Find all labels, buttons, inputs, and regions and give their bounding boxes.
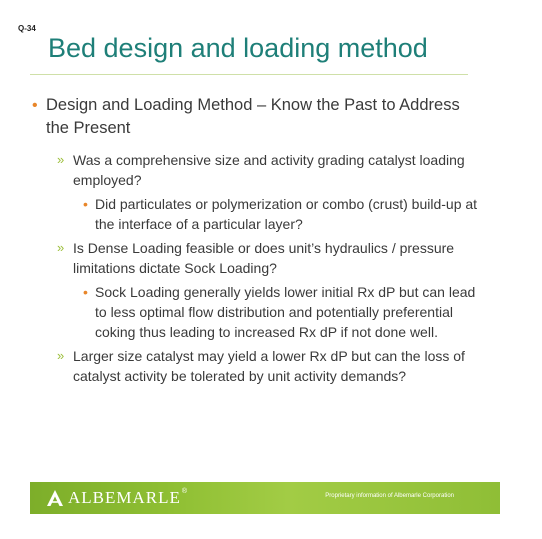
footer-bar xyxy=(30,482,500,514)
slide-number: Q-34 xyxy=(18,24,36,33)
footer-proprietary-note: Proprietary information of Albemarle Corporation xyxy=(325,493,454,499)
bullet-question-2-detail xyxy=(30,282,480,342)
bullet-dot-icon: • xyxy=(83,284,88,300)
chevron-bullet-icon: » xyxy=(57,348,65,363)
logo-wordmark: ALBEMARLE xyxy=(68,488,181,507)
slide-title: Bed design and loading method xyxy=(48,33,428,63)
bullet-dot-icon: • xyxy=(83,196,88,212)
bullet-question-1-text: Was a comprehensive size and activity grading catalyst loading employed? xyxy=(73,152,465,188)
title-divider xyxy=(30,74,468,75)
bullet-question-2-detail-text: Sock Loading generally yields lower initial Rx dP but can lead to less optimal flow distribution and potentially preferential coking thus leading to increased Rx dP if not done well. xyxy=(95,284,476,340)
chevron-bullet-icon: » xyxy=(57,152,65,167)
albemarle-a-icon xyxy=(46,489,64,507)
bullet-question-3-text: Larger size catalyst may yield a lower Rx dP but can the loss of catalyst activity be tolerated by unit activity demands? xyxy=(73,348,465,384)
albemarle-logo xyxy=(46,488,187,508)
chevron-bullet-icon: » xyxy=(57,240,65,255)
bullet-question-2-text: Is Dense Loading feasible or does unit’s hydraulics / pressure limitations dictate Sock Loading? xyxy=(73,240,455,276)
bullet-question-1-detail-text: Did particulates or polymerization or combo (crust) build-up at the interface of a particular layer? xyxy=(95,196,478,232)
slide-body xyxy=(30,94,480,390)
bullet-question-3 xyxy=(30,346,480,386)
registered-mark: ® xyxy=(181,488,188,495)
bullet-question-1 xyxy=(30,150,480,190)
bullet-main xyxy=(30,94,480,140)
bullet-dot-icon: • xyxy=(32,97,38,114)
bullet-question-1-detail xyxy=(30,194,480,234)
bullet-question-2 xyxy=(30,238,480,278)
bullet-main-text: Design and Loading Method – Know the Past to Address the Present xyxy=(46,96,460,137)
